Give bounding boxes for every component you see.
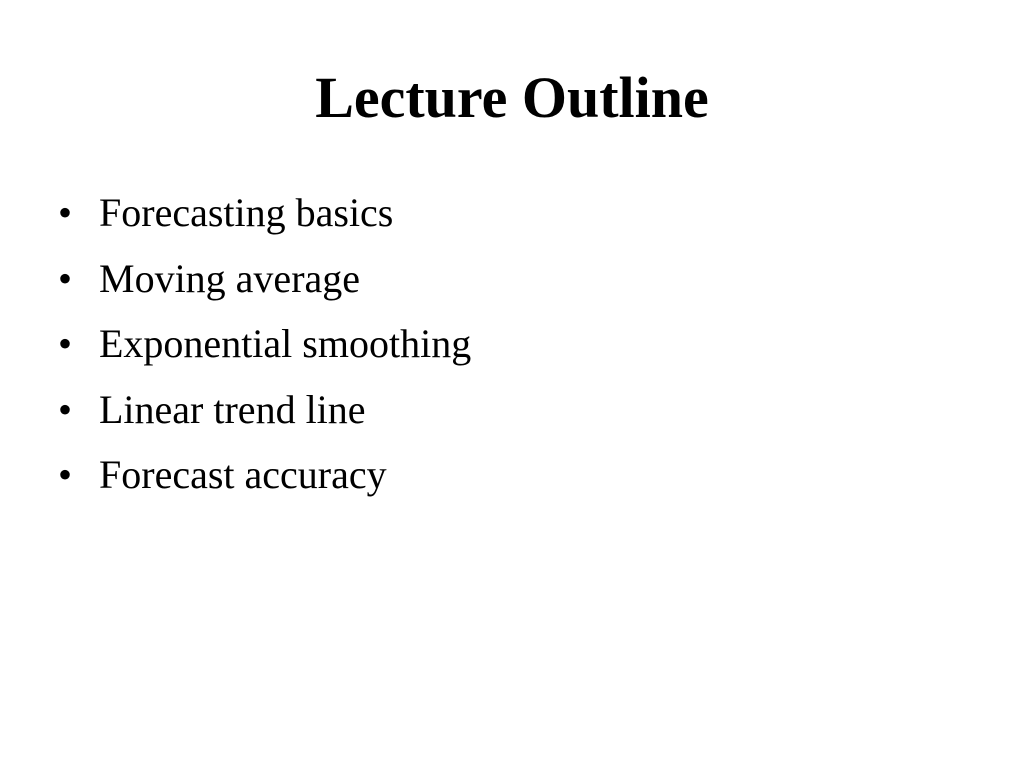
list-item-label: Moving average [99, 255, 361, 301]
list-item [58, 180, 471, 246]
list-item-label: Forecasting basics [99, 190, 394, 235]
bullet-icon: • [58, 255, 73, 301]
list-item-label: Linear trend line [99, 386, 366, 432]
list-item-label: Exponential smoothing [99, 321, 472, 366]
bullet-icon: • [58, 190, 73, 235]
bullet-list [58, 180, 471, 508]
list-item [58, 442, 471, 508]
list-item [58, 246, 471, 312]
bullet-icon: • [58, 321, 73, 366]
bullet-icon: • [58, 386, 73, 432]
list-item [58, 311, 471, 377]
bullet-icon: • [58, 452, 73, 497]
list-item [58, 377, 471, 443]
list-item-label: Forecast accuracy [99, 452, 387, 497]
slide-title: Lecture Outline [315, 65, 709, 130]
